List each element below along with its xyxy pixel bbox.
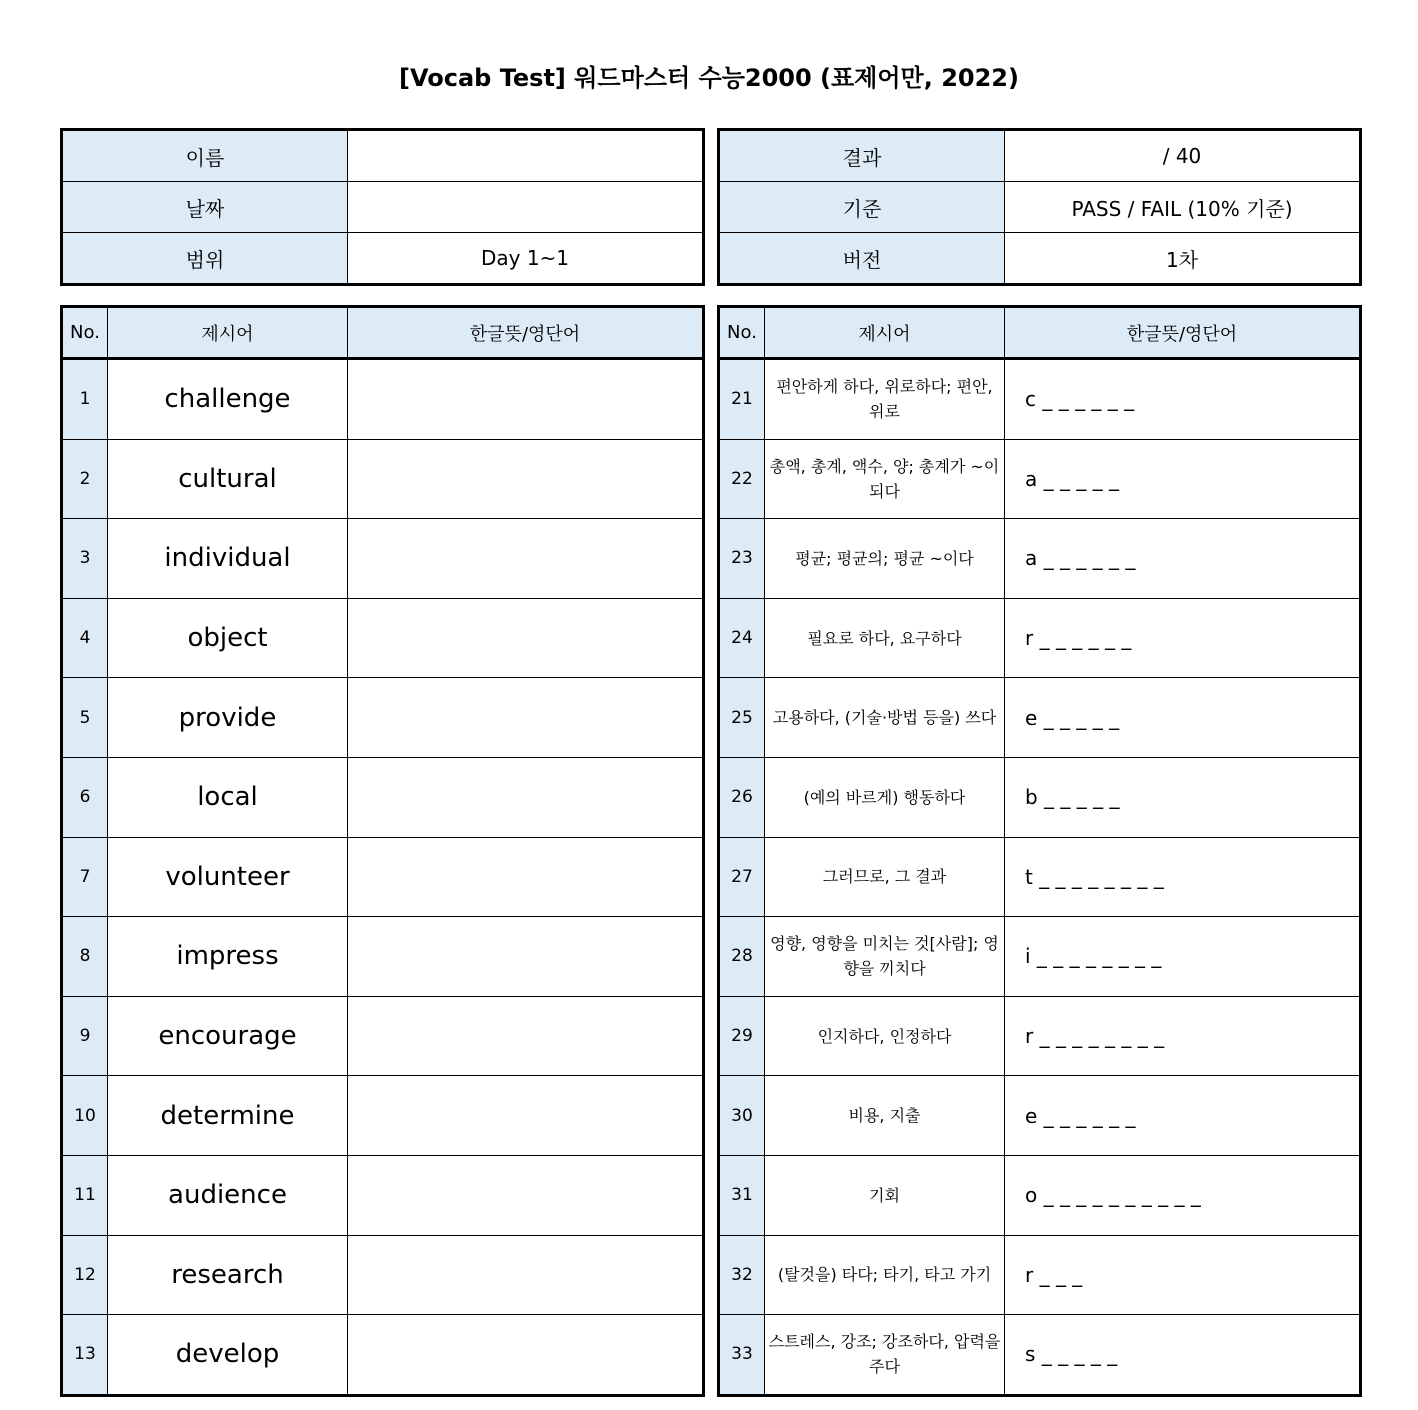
prompt-word: encourage (108, 996, 348, 1076)
answer-field[interactable] (348, 439, 704, 519)
answer-hint-field[interactable]: a _ _ _ _ _ (1005, 439, 1361, 519)
prompt-word: audience (108, 1155, 348, 1235)
item-number: 6 (62, 757, 108, 837)
header-prompt: 제시어 (108, 307, 348, 359)
table-row (719, 1155, 1361, 1235)
prompt-word: impress (108, 917, 348, 997)
prompt-meaning: 영향, 영향을 미치는 것[사람]; 영향을 끼치다 (765, 917, 1005, 997)
item-number: 11 (62, 1155, 108, 1235)
version-label: 버전 (719, 233, 1005, 285)
prompt-meaning: 그러므로, 그 결과 (765, 837, 1005, 917)
item-number: 7 (62, 837, 108, 917)
answer-hint-field[interactable]: e _ _ _ _ _ (1005, 678, 1361, 758)
prompt-word: develop (108, 1315, 348, 1396)
table-row (62, 1076, 704, 1156)
header-row (719, 307, 1361, 359)
answer-field[interactable] (348, 996, 704, 1076)
answer-field[interactable] (348, 757, 704, 837)
result-row (719, 130, 1361, 182)
item-number: 32 (719, 1235, 765, 1315)
date-field[interactable] (348, 182, 704, 233)
item-number: 5 (62, 678, 108, 758)
item-number: 1 (62, 359, 108, 440)
prompt-meaning: (탈것을) 타다; 타기, 타고 가기 (765, 1235, 1005, 1315)
result-value[interactable]: / 40 (1005, 130, 1361, 182)
table-row (62, 598, 704, 678)
prompt-meaning: 비용, 지출 (765, 1076, 1005, 1156)
prompt-word: determine (108, 1076, 348, 1156)
table-row (62, 519, 704, 599)
result-label: 결과 (719, 130, 1005, 182)
item-number: 3 (62, 519, 108, 599)
header-answer: 한글뜻/영단어 (348, 307, 704, 359)
answer-hint-field[interactable]: r _ _ _ (1005, 1235, 1361, 1315)
item-number: 30 (719, 1076, 765, 1156)
item-number: 31 (719, 1155, 765, 1235)
criteria-label: 기준 (719, 182, 1005, 233)
answer-hint-field[interactable]: r _ _ _ _ _ _ (1005, 598, 1361, 678)
prompt-meaning: 기회 (765, 1155, 1005, 1235)
table-row (719, 757, 1361, 837)
prompt-meaning: 고용하다, (기술·방법 등을) 쓰다 (765, 678, 1005, 758)
table-row (62, 678, 704, 758)
prompt-word: cultural (108, 439, 348, 519)
table-row (62, 837, 704, 917)
answer-field[interactable] (348, 359, 704, 440)
answer-field[interactable] (348, 519, 704, 599)
item-number: 29 (719, 996, 765, 1076)
prompt-meaning: (예의 바르게) 행동하다 (765, 757, 1005, 837)
table-row (62, 1155, 704, 1235)
prompt-meaning: 편안하게 하다, 위로하다; 편안, 위로 (765, 359, 1005, 440)
name-label: 이름 (62, 130, 348, 182)
table-row (719, 1315, 1361, 1396)
item-number: 21 (719, 359, 765, 440)
item-number: 22 (719, 439, 765, 519)
range-row (62, 233, 704, 285)
answer-field[interactable] (348, 598, 704, 678)
item-number: 23 (719, 519, 765, 599)
word-table-right (717, 305, 1362, 1397)
answer-hint-field[interactable]: c _ _ _ _ _ _ (1005, 359, 1361, 440)
student-info-table (60, 128, 705, 286)
item-number: 2 (62, 439, 108, 519)
name-field[interactable] (348, 130, 704, 182)
answer-hint-field[interactable]: r _ _ _ _ _ _ _ _ (1005, 996, 1361, 1076)
table-row (62, 996, 704, 1076)
answer-field[interactable] (348, 1235, 704, 1315)
answer-field[interactable] (348, 1155, 704, 1235)
table-row (719, 359, 1361, 440)
version-row (719, 233, 1361, 285)
criteria-row (719, 182, 1361, 233)
answer-hint-field[interactable]: e _ _ _ _ _ _ (1005, 1076, 1361, 1156)
prompt-word: provide (108, 678, 348, 758)
table-row (62, 1235, 704, 1315)
item-number: 28 (719, 917, 765, 997)
version-value: 1차 (1005, 233, 1361, 285)
answer-hint-field[interactable]: a _ _ _ _ _ _ (1005, 519, 1361, 599)
prompt-word: local (108, 757, 348, 837)
answer-hint-field[interactable]: o _ _ _ _ _ _ _ _ _ _ (1005, 1155, 1361, 1235)
item-number: 26 (719, 757, 765, 837)
prompt-meaning: 총액, 총계, 액수, 양; 총계가 ~이 되다 (765, 439, 1005, 519)
table-row (719, 1076, 1361, 1156)
date-label: 날짜 (62, 182, 348, 233)
item-number: 12 (62, 1235, 108, 1315)
item-number: 27 (719, 837, 765, 917)
prompt-meaning: 인지하다, 인정하다 (765, 996, 1005, 1076)
item-number: 33 (719, 1315, 765, 1396)
date-row (62, 182, 704, 233)
prompt-meaning: 스트레스, 강조; 강조하다, 압력을 주다 (765, 1315, 1005, 1396)
prompt-word: object (108, 598, 348, 678)
table-row (62, 359, 704, 440)
answer-hint-field[interactable]: s _ _ _ _ _ (1005, 1315, 1361, 1396)
prompt-word: challenge (108, 359, 348, 440)
item-number: 13 (62, 1315, 108, 1396)
header-row (62, 307, 704, 359)
table-row (719, 1235, 1361, 1315)
result-info-table (717, 128, 1362, 286)
prompt-meaning: 평균; 평균의; 평균 ~이다 (765, 519, 1005, 599)
table-row (62, 757, 704, 837)
answer-field[interactable] (348, 917, 704, 997)
header-answer: 한글뜻/영단어 (1005, 307, 1361, 359)
item-number: 25 (719, 678, 765, 758)
table-row (719, 439, 1361, 519)
table-row (62, 1315, 704, 1396)
criteria-value: PASS / FAIL (10% 기준) (1005, 182, 1361, 233)
answer-field[interactable] (348, 837, 704, 917)
answer-hint-field[interactable]: i _ _ _ _ _ _ _ _ (1005, 917, 1361, 997)
table-row (719, 519, 1361, 599)
answer-hint-field[interactable]: t _ _ _ _ _ _ _ _ (1005, 837, 1361, 917)
table-row (62, 439, 704, 519)
header-prompt: 제시어 (765, 307, 1005, 359)
page-title: [Vocab Test] 워드마스터 수능2000 (표제어만, 2022) (399, 64, 1019, 92)
range-label: 범위 (62, 233, 348, 285)
prompt-word: volunteer (108, 837, 348, 917)
table-row (62, 917, 704, 997)
header-no: No. (719, 307, 765, 359)
item-number: 9 (62, 996, 108, 1076)
table-row (719, 996, 1361, 1076)
answer-field[interactable] (348, 678, 704, 758)
table-row (719, 598, 1361, 678)
item-number: 10 (62, 1076, 108, 1156)
prompt-word: research (108, 1235, 348, 1315)
table-row (719, 678, 1361, 758)
prompt-word: individual (108, 519, 348, 599)
header-no: No. (62, 307, 108, 359)
answer-field[interactable] (348, 1315, 704, 1396)
prompt-meaning: 필요로 하다, 요구하다 (765, 598, 1005, 678)
answer-field[interactable] (348, 1076, 704, 1156)
word-table-left (60, 305, 705, 1397)
name-row (62, 130, 704, 182)
table-row (719, 917, 1361, 997)
range-value: Day 1~1 (348, 233, 704, 285)
item-number: 8 (62, 917, 108, 997)
item-number: 4 (62, 598, 108, 678)
table-row (719, 837, 1361, 917)
item-number: 24 (719, 598, 765, 678)
answer-hint-field[interactable]: b _ _ _ _ _ (1005, 757, 1361, 837)
